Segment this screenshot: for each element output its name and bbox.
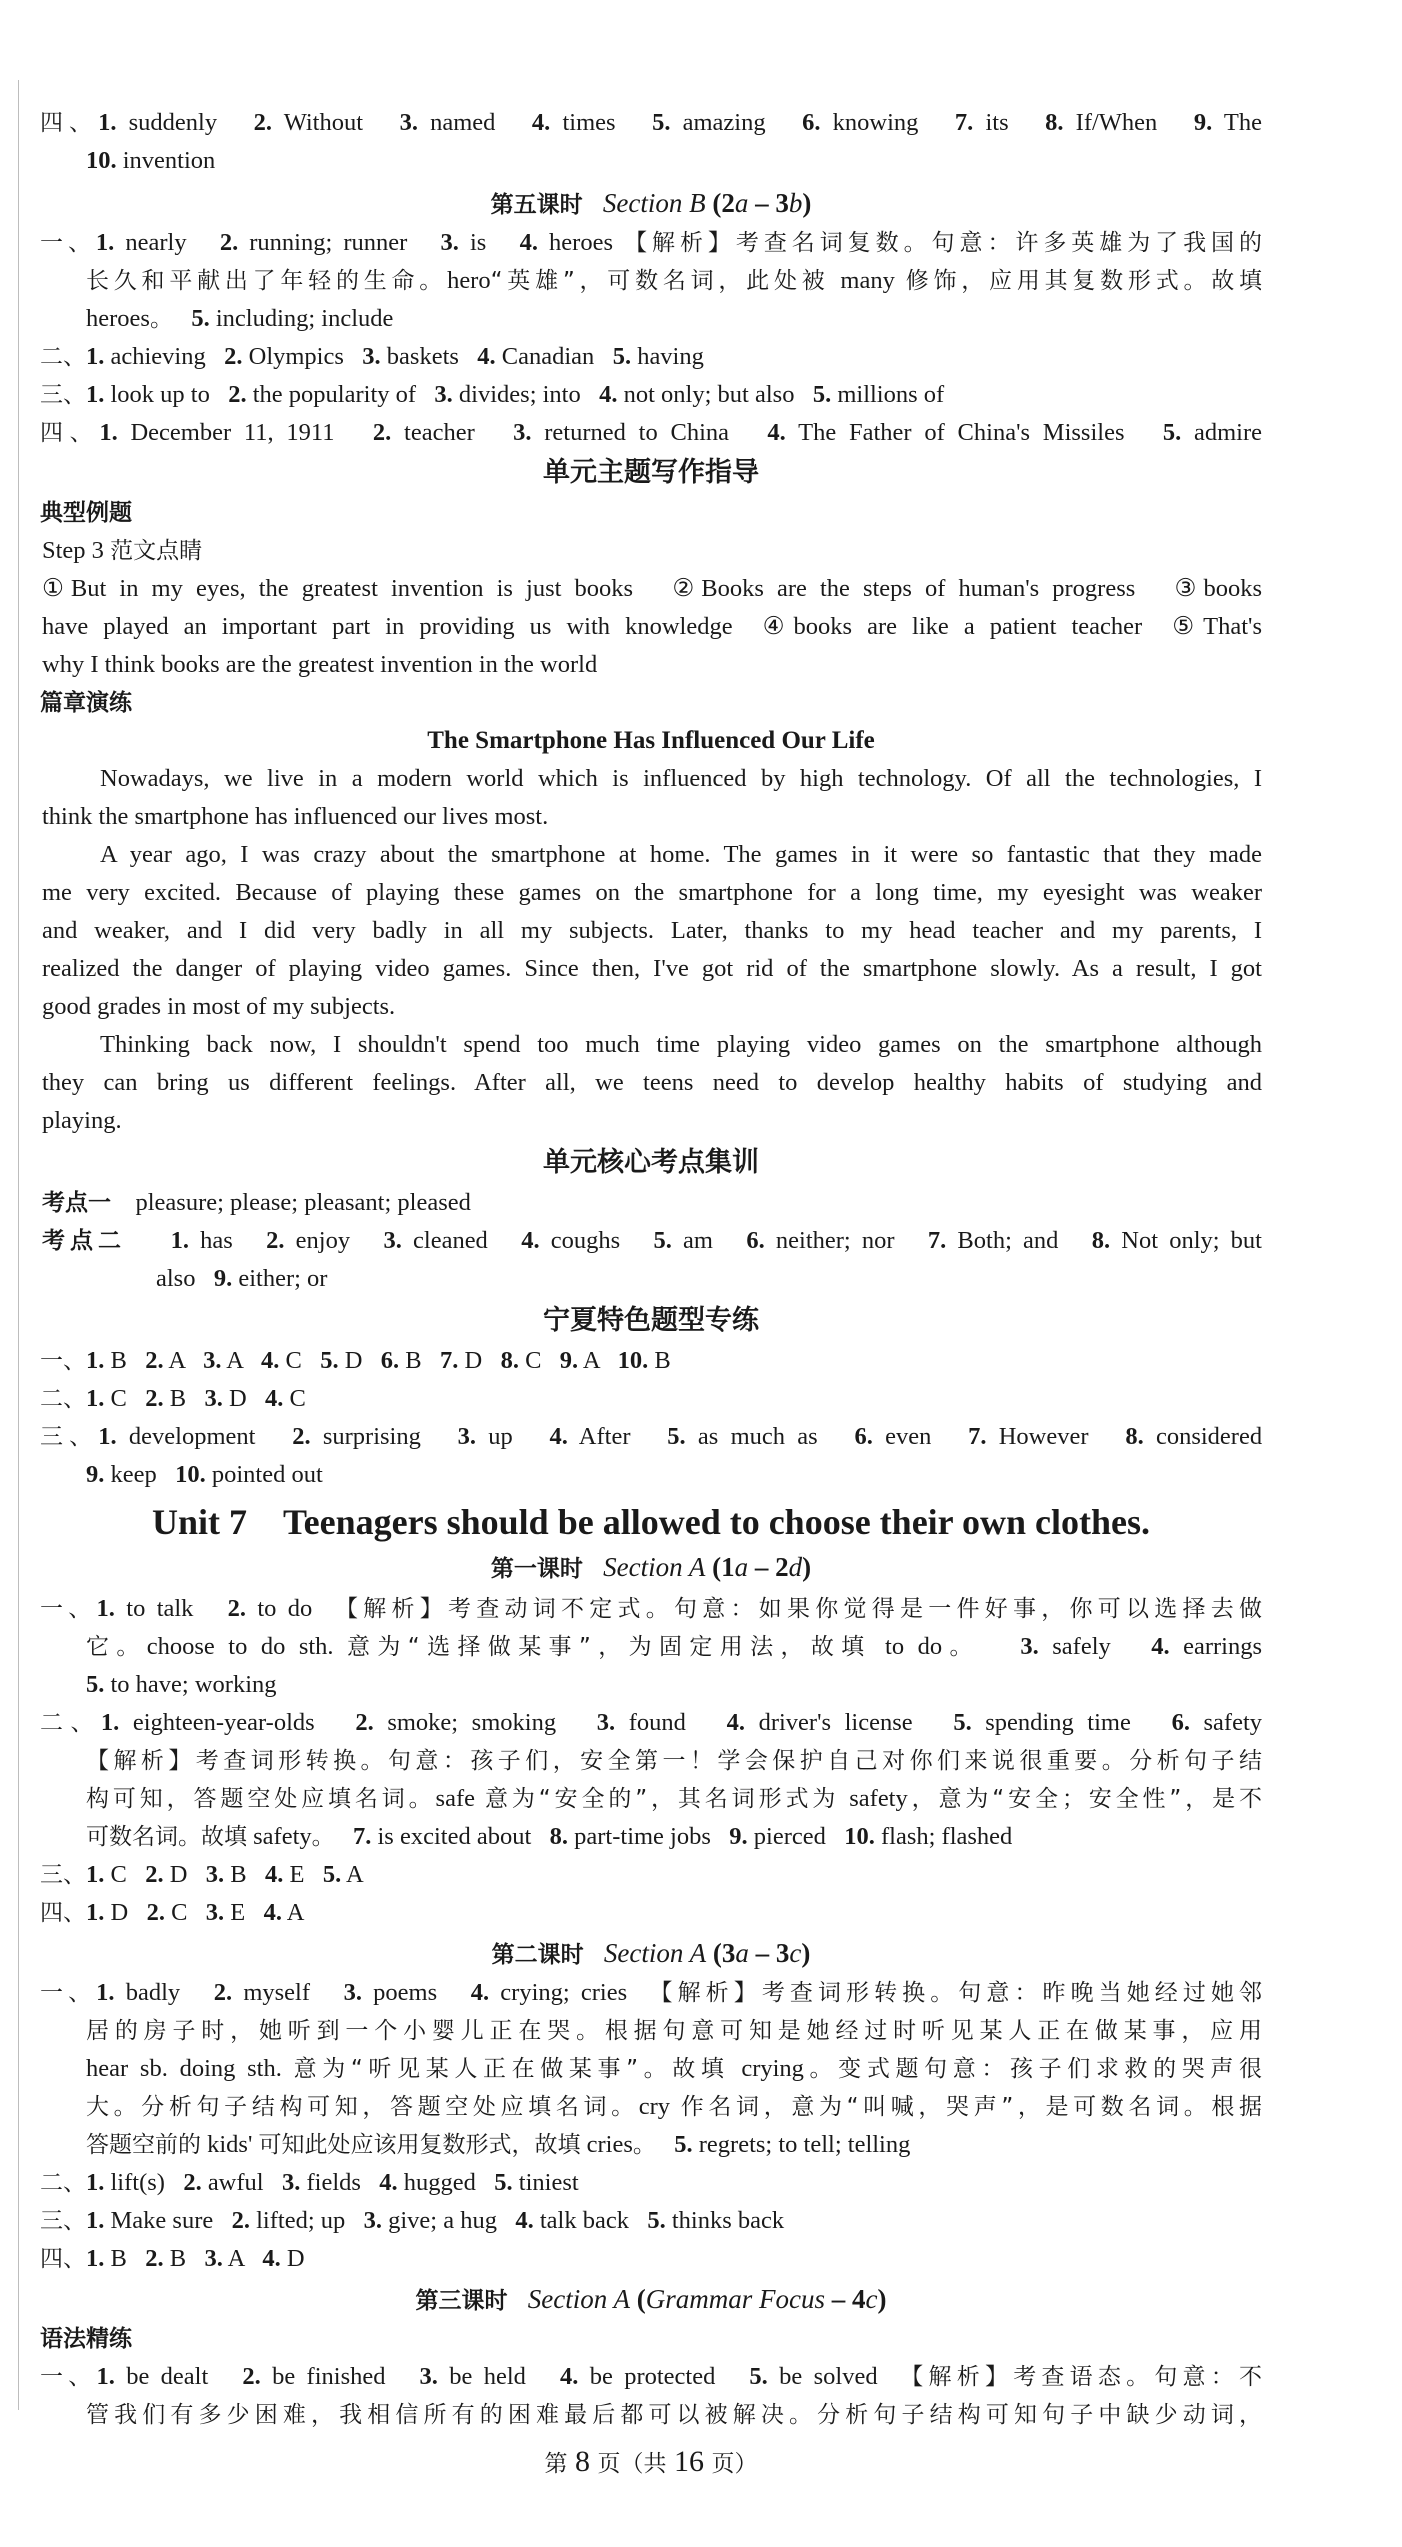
text-line: 四、1. December 11, 1911 2. teacher 3. returned to China 4. The Father of China's Missiles 5. admire <box>40 419 1263 446</box>
text-line: 三、1. C 2. D 3. B 4. E 5. A <box>40 1861 364 1888</box>
text-line: 5. to have; working <box>86 1671 277 1698</box>
essay-line: Nowadays, we live in a modern world which is influenced by high technology. Of all the technologies, I <box>100 765 1262 792</box>
text-line: 长久和平献出了年轻的生命。hero“英雄”，可数名词，此处被 many 修饰，应用其复数形式。故填 <box>86 267 1263 294</box>
essay-line: think the smartphone has influenced our lives most. <box>42 803 549 830</box>
text-line: 二、1. achieving 2. Olympics 3. baskets 4. Canadian 5. having <box>40 343 704 370</box>
text-line: 四、1. D 2. C 3. E 4. A <box>40 1899 305 1926</box>
essay-line: playing. <box>42 1107 122 1134</box>
text-line: 一、1. be dealt 2. be finished 3. be held 4. be protected 5. be solved 【解析】考查语态。句意：不 <box>40 2363 1263 2390</box>
section-heading: 宁夏特色题型专练 <box>543 1305 759 1336</box>
essay-title: The Smartphone Has Influenced Our Life <box>427 727 875 754</box>
left-margin-rule <box>18 80 19 2410</box>
unit-title: Unit 7 Teenagers should be allowed to choose their own clothes. <box>151 1502 1151 1542</box>
text-line: 三、1. look up to 2. the popularity of 3. divides; into 4. not only; but also 5. millions of <box>40 381 945 408</box>
text-line: 三、1. development 2. surprising 3. up 4. After 5. as much as 6. even 7. However 8. considered <box>40 1423 1263 1450</box>
text-line: 10. invention <box>86 147 216 174</box>
text-line: hear sb. doing sth. 意为“听见某人正在做某事”。故填 crying。变式题句意：孩子们求救的哭声很 <box>86 2055 1263 2082</box>
section-heading: 单元核心考点集训 <box>543 1147 759 1178</box>
section-heading: 第二课时 Section A (3a – 3c) <box>491 1938 811 1968</box>
text-line: 一、1. B 2. A 3. A 4. C 5. D 6. B 7. D 8. C 9. A 10. B <box>40 1347 671 1374</box>
text-line: 它。choose to do sth. 意为“选择做某事”，为固定用法，故填 to do。 3. safely 4. earrings <box>86 1633 1263 1660</box>
essay-line: Thinking back now, I shouldn't spend too much time playing video games on the smartphone although <box>100 1031 1262 1058</box>
text-line: ①But in my eyes, the greatest invention is just books ②Books are the steps of human's progress ③books <box>42 575 1262 602</box>
sub-heading: 典型例题 <box>40 500 132 526</box>
text-line: 可数名词。故填 safety。 7. is excited about 8. part-time jobs 9. pierced 10. flash; flashed <box>86 1823 1013 1850</box>
text-line: 9. keep 10. pointed out <box>86 1461 323 1488</box>
essay-line: realized the danger of playing video games. Since then, I've got rid of the smartphone slowly. As a result, I got <box>42 955 1262 982</box>
section-heading: 第一课时 Section A (1a – 2d) <box>490 1552 812 1582</box>
text-line: 二、1. C 2. B 3. D 4. C <box>40 1385 306 1412</box>
text-line: have played an important part in providing us with knowledge ④books are like a patient teacher ⑤That's <box>42 613 1262 640</box>
text-line: also 9. either; or <box>156 1265 328 1292</box>
text-line: 考点一 pleasure; please; pleasant; pleased <box>42 1189 471 1216</box>
essay-line: me very excited. Because of playing these games on the smartphone for a long time, my eyesight was weaker <box>42 879 1262 906</box>
text-line: 构可知，答题空处应填名词。safe 意为“安全的”，其名词形式为 safety，意为“安全；安全性”，是不 <box>86 1785 1262 1812</box>
text-line: 四、1. suddenly 2. Without 3. named 4. times 5. amazing 6. knowing 7. its 8. If/When 9. The <box>40 109 1263 136</box>
sub-heading: 篇章演练 <box>40 690 132 716</box>
text-line: 一、1. nearly 2. running; runner 3. is 4. heroes 【解析】考查名词复数。句意：许多英雄为了我国的 <box>40 229 1263 256</box>
section-heading: 第三课时 Section A (Grammar Focus – 4c) <box>415 2284 887 2314</box>
text-line: heroes。 5. including; include <box>86 305 394 332</box>
text-line: 四、1. B 2. B 3. A 4. D <box>40 2245 305 2272</box>
text-line: 大。分析句子结构可知，答题空处应填名词。cry 作名词，意为“叫喊，哭声”，是可数名词。根据 <box>86 2093 1262 2120</box>
text-line: 考点二 1. has 2. enjoy 3. cleaned 4. coughs 5. am 6. neither; nor 7. Both; and 8. Not only; but <box>42 1227 1262 1254</box>
text-line: 答题空前的 kids' 可知此处应该用复数形式，故填 cries。 5. regrets; to tell; telling <box>86 2131 911 2158</box>
text-line: 二、1. lift(s) 2. awful 3. fields 4. hugged 5. tiniest <box>40 2169 579 2196</box>
text-line: 三、1. Make sure 2. lifted; up 3. give; a hug 4. talk back 5. thinks back <box>40 2207 785 2234</box>
text-line: Step 3 范文点睛 <box>42 537 203 564</box>
text-line: 二、1. eighteen-year-olds 2. smoke; smoking 3. found 4. driver's license 5. spending time 6. safety <box>40 1709 1263 1736</box>
text-line: why I think books are the greatest invention in the world <box>42 651 598 678</box>
text-line: 【解析】考查词形转换。句意：孩子们，安全第一！学会保护自己对你们来说很重要。分析句子结 <box>86 1748 1262 1774</box>
essay-line: A year ago, I was crazy about the smartphone at home. The games in it were so fantastic that they made <box>100 841 1262 868</box>
essay-line: and weaker, and I did very badly in all my subjects. Later, thanks to my head teacher and my parents, I <box>42 917 1262 944</box>
text-line: 一、1. badly 2. myself 3. poems 4. crying; cries 【解析】考查词形转换。句意：昨晚当她经过她邻 <box>40 1979 1263 2006</box>
text-line: 一、1. to talk 2. to do 【解析】考查动词不定式。句意：如果你觉得是一件好事，你可以选择去做 <box>40 1595 1263 1622</box>
sub-heading: 语法精练 <box>40 2326 132 2352</box>
text-line: 居的房子时，她听到一个小婴儿正在哭。根据句意可知是她经过时听见某人正在做某事，应用 <box>86 2018 1262 2044</box>
section-heading: 第五课时 Section B (2a – 3b) <box>490 188 812 218</box>
text-line: 管我们有多少困难，我相信所有的困难最后都可以被解决。分析句子结构可知句子中缺少动词， <box>86 2402 1262 2428</box>
section-heading: 单元主题写作指导 <box>543 457 759 488</box>
essay-line: they can bring us different feelings. After all, we teens need to develop healthy habits of studying and <box>42 1069 1262 1096</box>
essay-line: good grades in most of my subjects. <box>42 993 396 1020</box>
page-number: 第 8 页（共 16 页） <box>544 2445 758 2478</box>
